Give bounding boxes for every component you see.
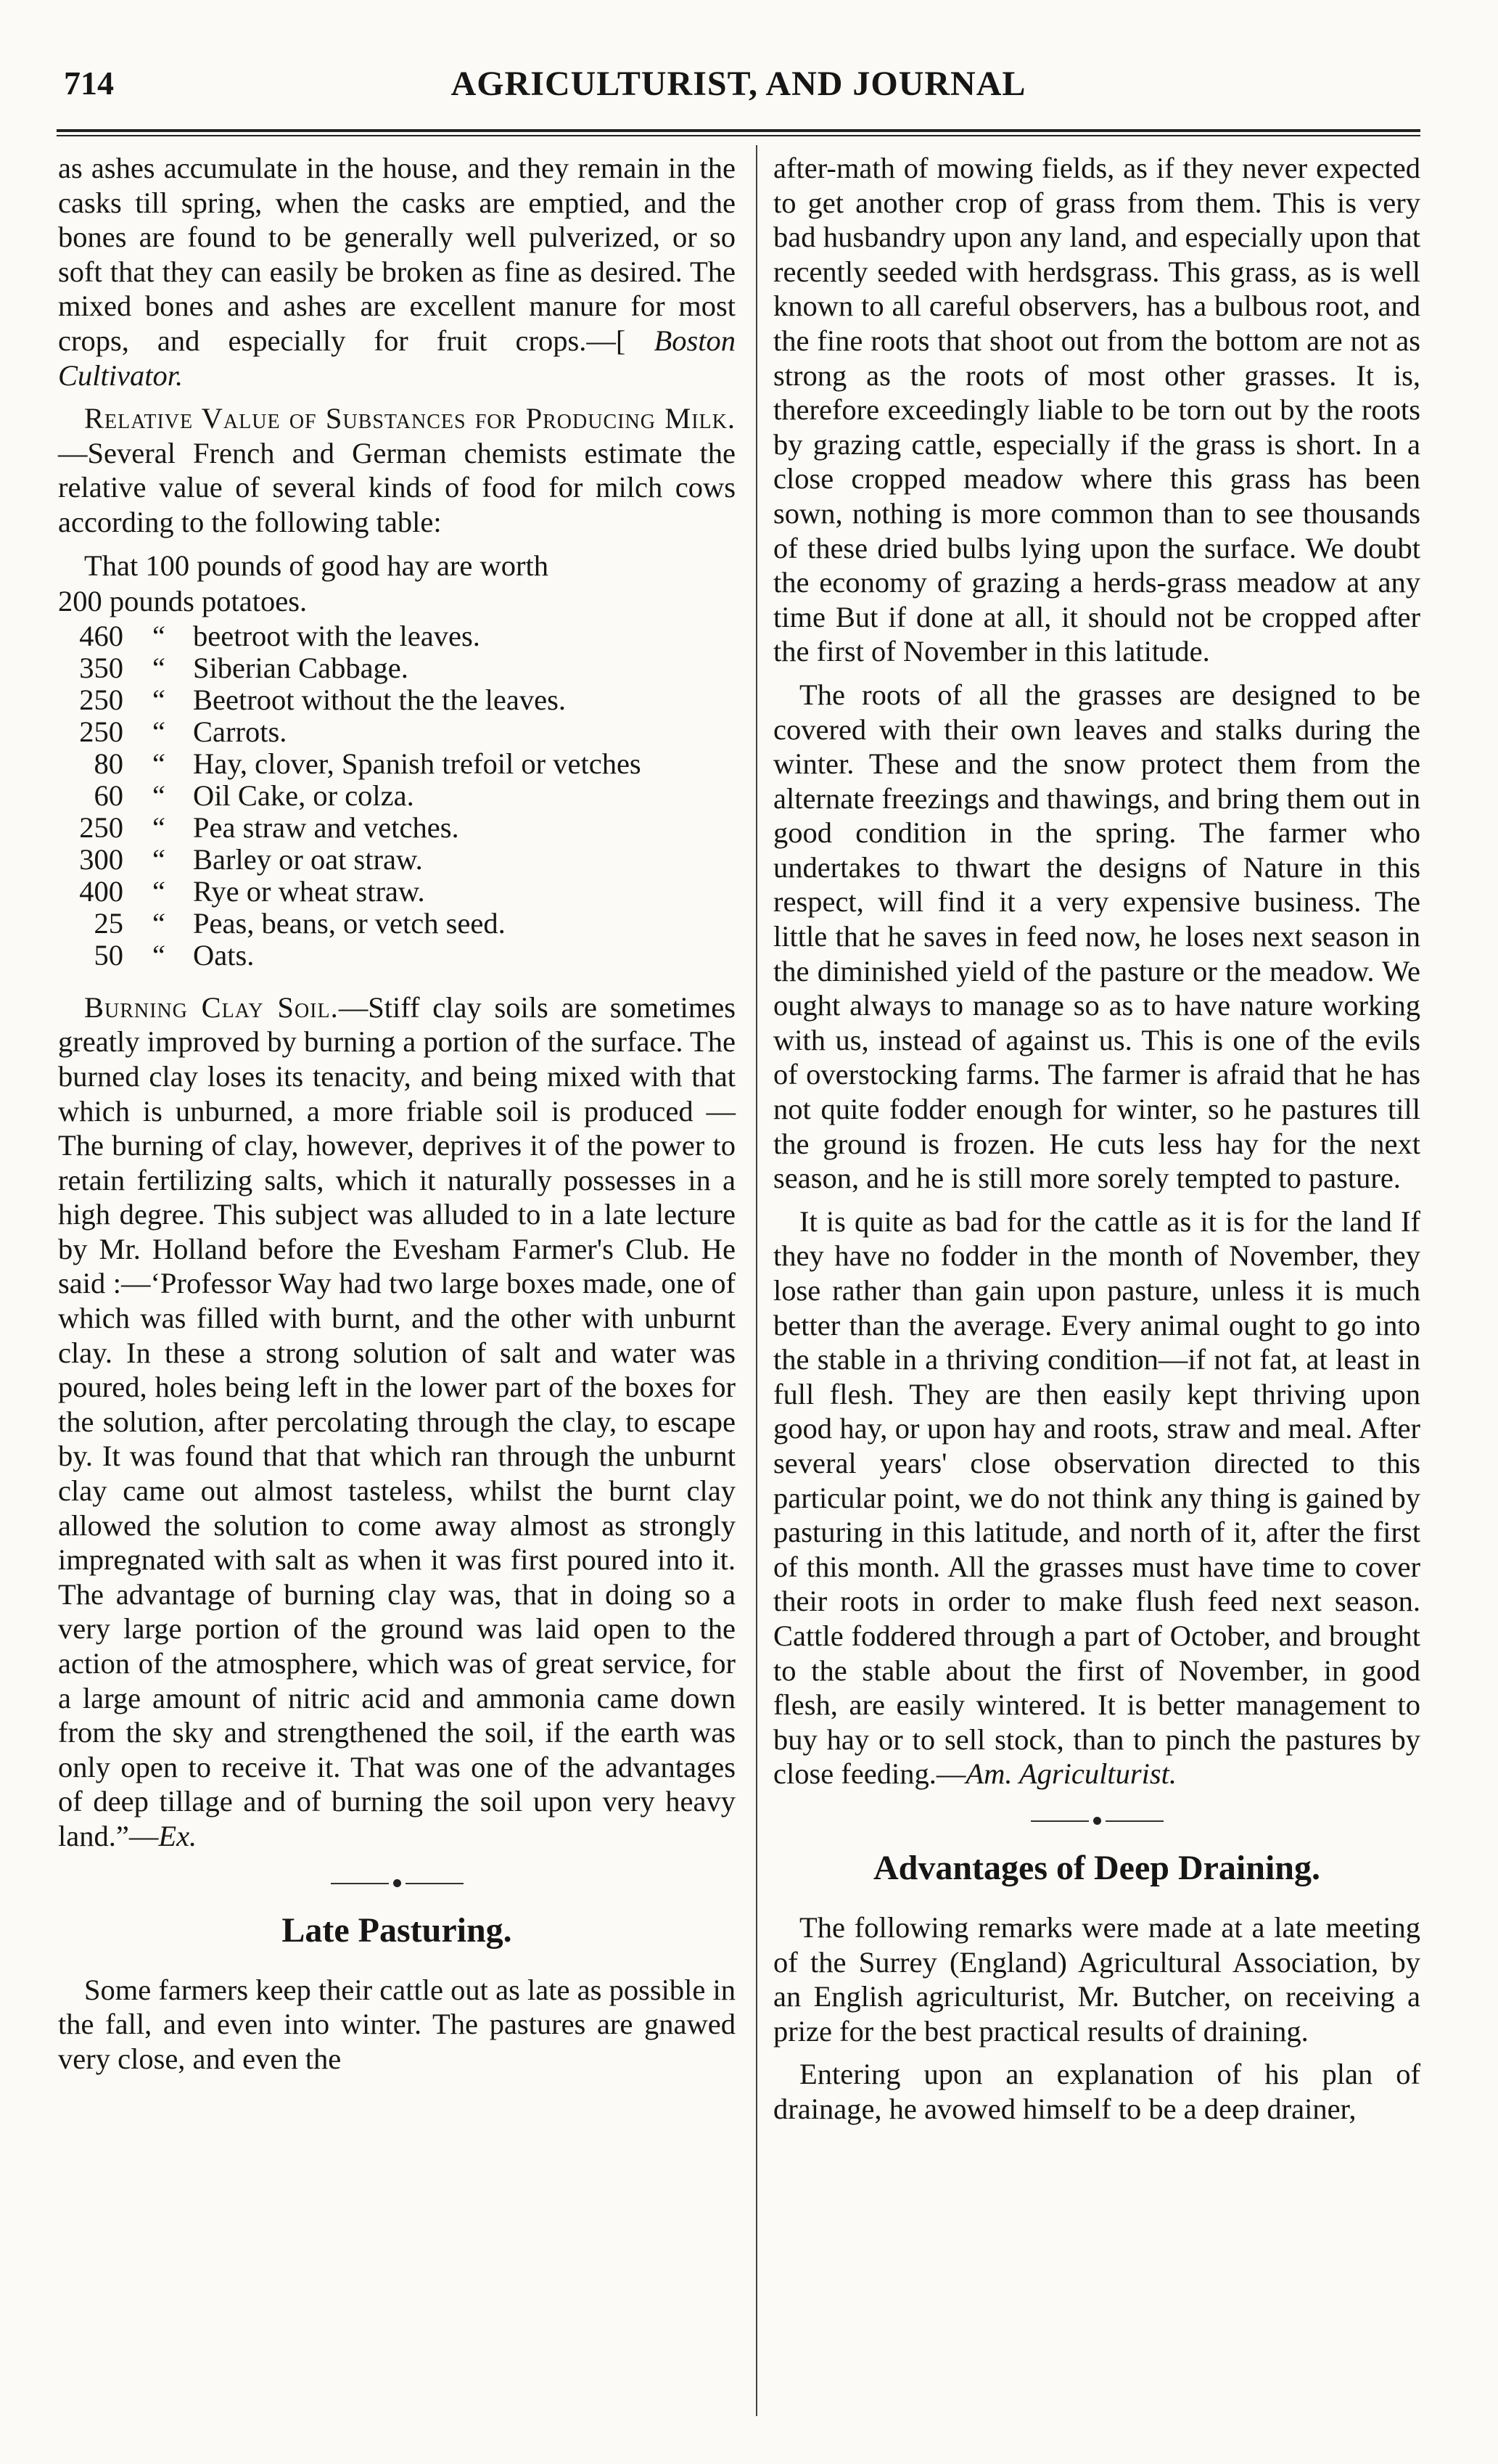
late-pasturing-paragraph-2: The roots of all the grasses are designed to be covered with their own leaves and stalks during the winter. These and the snow protect them from the alternate freezings and thawings, and bring them out in good condition in the spring. The farmer who undertakes to thwart the designs of Nature in this respect, will find it a very expensive business. The little that he saves in feed now, he loses next season in the diminished yield of the pasture or the meadow. We ought always to manage so as to have nature working with us, instead of against us. This is one of the evils of overstocking farms. The farmer is afraid that he has not quite fodder enough for winter, so he pastures till the ground is frozen. He cuts less hay for the next season, and he is still more sorely tempted to pasture. — [773, 678, 1420, 1195]
milk-item: Carrots. — [193, 715, 287, 748]
milk-lead-line-2: 200 pounds potatoes. — [58, 585, 308, 618]
milk-item: beetroot with the leaves. — [193, 619, 480, 652]
milk-item: Hay, clover, Spanish trefoil or vetches — [193, 747, 641, 780]
late-pasturing-paragraph-3 — [773, 1204, 1420, 1791]
late-pasturing-heading: Late Pasturing. — [281, 1910, 512, 1950]
milk-table-row — [58, 748, 641, 780]
milk-amount: 25 — [94, 906, 123, 940]
milk-amount: 250 — [79, 715, 123, 748]
page-number: 714 — [64, 65, 114, 102]
header-rule-thin — [57, 135, 1420, 136]
source-credit: Am. Agriculturist. — [966, 1757, 1177, 1791]
ditto-mark: “ — [149, 874, 166, 908]
milk-paragraph — [58, 401, 736, 539]
milk-table-row — [58, 652, 641, 684]
milk-table-row — [58, 812, 641, 844]
ditto-mark: “ — [149, 810, 166, 844]
milk-lead-line: That 100 pounds of good hay are worth — [84, 549, 548, 582]
milk-amount: 300 — [79, 842, 123, 876]
left-column — [58, 151, 736, 2085]
section-separator — [58, 1878, 736, 1889]
clay-text: —Stiff clay soils are sometimes greatly improved by burning a portion of the surface. The burned clay loses its tenacity, and being mixed with that which is unburned, a more friable soil is produced — The burning of clay, however, deprives it of the power to retain fertilizing salts, which it naturally possesses in a high degree. This subject was alluded to in a late lecture by Mr. Holland before the Evesham Farmer's Club. He said :—‘Professor Way had two large boxes made, one of which was filled with burnt, and the other with unburnt clay. In these a strong solution of salt and water was poured, holes being left in the lower part of the boxes for the solution, after percolating through the clay, to escape by. It was found that that which ran through the unburnt clay came out almost tasteless, whilst the burnt clay allowed the solution to come away almost as strongly impregnated with salt as when it was first poured into it. The advantage of burning clay was, that in doing so a very large portion of the ground was laid open to the action of the atmosphere, which was of great service, for a large amount of nitric acid and ammonia came down from the sky and strengthened the soil, if the earth was only open to receive it. That was one of the advantages of deep tillage and of burning the soil upon very heavy land.”— — [58, 990, 736, 1852]
source-credit: Ex. — [158, 1819, 197, 1852]
milk-amount: 50 — [94, 938, 123, 972]
late-pasturing-paragraph-1-cont: after-math of mowing fields, as if they never expected to get another crop of grass from them. This is very bad husbandry upon any land, and especially upon that recently seeded with herdsgrass. This grass, as is well known to all careful observers, has a bulbous root, and the fine roots that shoot out from the bottom are not as strong as the roots of most other grasses. It is, therefore exceedingly liable to be torn out by the roots by grazing cattle, especially if the grass is short. In a close cropped meadow where this grass has been sown, nothing is more common than to see thousands of these dried bulbs lying upon the surface. We doubt the economy of grazing a herds-grass meadow at any time But if done at all, it should not be cropped after the first of November in this latitude. — [773, 152, 1420, 668]
milk-item: Beetroot without the the leaves. — [193, 683, 566, 716]
ditto-mark: “ — [149, 906, 166, 940]
running-title: AGRICULTURIST, AND JOURNAL — [450, 65, 1026, 103]
clay-paragraph — [58, 990, 736, 1854]
milk-amount: 250 — [79, 810, 123, 844]
milk-run-in-heading: Relative Value of Substances for Producing Milk. — [84, 402, 736, 435]
ditto-mark: “ — [149, 842, 166, 876]
milk-item: Oil Cake, or colza. — [193, 779, 414, 812]
bones-ashes-text: as ashes accumulate in the house, and they remain in the casks till spring, when the casks are emptied, and the bones are found to be generally well pulverized, or so soft that they can easily be broken as fine as desired. The mixed bones and ashes are excellent manure for most crops, and especially for fruit crops.—[ — [58, 152, 736, 357]
header-rule-thick — [57, 129, 1420, 132]
milk-table-row — [58, 844, 641, 876]
ditto-mark: “ — [149, 651, 166, 684]
ditto-mark: “ — [149, 715, 166, 748]
milk-amount: 400 — [79, 874, 123, 908]
milk-item: Peas, beans, or vetch seed. — [193, 906, 506, 940]
source-credit: Boston Cultivator. — [58, 324, 736, 392]
milk-table-row — [58, 908, 641, 940]
milk-table-row — [58, 684, 641, 716]
milk-table-row — [58, 876, 641, 908]
milk-amount: 80 — [94, 747, 123, 780]
milk-value-table — [58, 620, 641, 972]
right-column — [773, 151, 1420, 2135]
deep-draining-paragraph-1: The following remarks were made at a late meeting of the Surrey (England) Agricultural Association, by an English agriculturist, Mr. Butcher, on receiving a prize for the best practical results of draining. — [773, 1910, 1420, 2048]
ditto-mark: “ — [149, 619, 166, 652]
milk-amount: 250 — [79, 683, 123, 716]
milk-amount: 350 — [79, 651, 123, 684]
section-separator — [773, 1816, 1420, 1826]
milk-item: Siberian Cabbage. — [193, 651, 408, 684]
column-divider — [756, 145, 757, 2416]
milk-item: Rye or wheat straw. — [193, 874, 425, 908]
milk-table-row — [58, 940, 641, 972]
milk-amount: 460 — [79, 619, 123, 652]
ditto-mark: “ — [149, 747, 166, 780]
late-pasturing-text-3: It is quite as bad for the cattle as it is for the land If they have no fodder in the month of November, they lose rather than gain upon pasture, unless it is much better than the average. Every animal ought to go into the stable in a thriving condition—if not fat, at least in full flesh. They are then easily kept thriving upon good hay, or upon hay and roots, straw and meal. After several years' close observation directed to this particular point, we do not think any thing is gained by pasturing in this latitude, and north of it, after the first of this month. All the grasses must have time to cover their roots in order to make flush feed next season. Cattle foddered through a part of October, and brought to the stable about the first of November, in good flesh, are easily wintered. It is better management to buy hay or to sell stock, than to pinch the pastures by close feeding.— — [773, 1204, 1420, 1791]
milk-item: Pea straw and vetches. — [193, 810, 459, 844]
milk-table-row — [58, 716, 641, 748]
ditto-mark: “ — [149, 938, 166, 972]
page-header — [64, 64, 1413, 115]
milk-table-row — [58, 780, 641, 812]
deep-draining-heading: Advantages of Deep Draining. — [873, 1848, 1320, 1887]
deep-draining-paragraph-2: Entering upon an explanation of his plan of drainage, he avowed himself to be a deep drainer, — [773, 2058, 1420, 2125]
milk-item: Oats. — [193, 938, 255, 972]
bones-ashes-paragraph — [58, 151, 736, 393]
clay-run-in-heading: Burning Clay Soil. — [84, 990, 339, 1024]
milk-item: Barley or oat straw. — [193, 842, 423, 876]
milk-intro-text: —Several French and German chemists estimate the relative value of several kinds of food for milch cows according to the following table: — [58, 436, 736, 538]
late-pasturing-paragraph-1: Some farmers keep their cattle out as late as possible in the fall, and even into winter. The pastures are gnawed very close, and even the — [58, 1973, 736, 2075]
milk-amount: 60 — [94, 779, 123, 812]
ditto-mark: “ — [149, 683, 166, 716]
ditto-mark: “ — [149, 779, 166, 812]
milk-table-row — [58, 620, 641, 652]
